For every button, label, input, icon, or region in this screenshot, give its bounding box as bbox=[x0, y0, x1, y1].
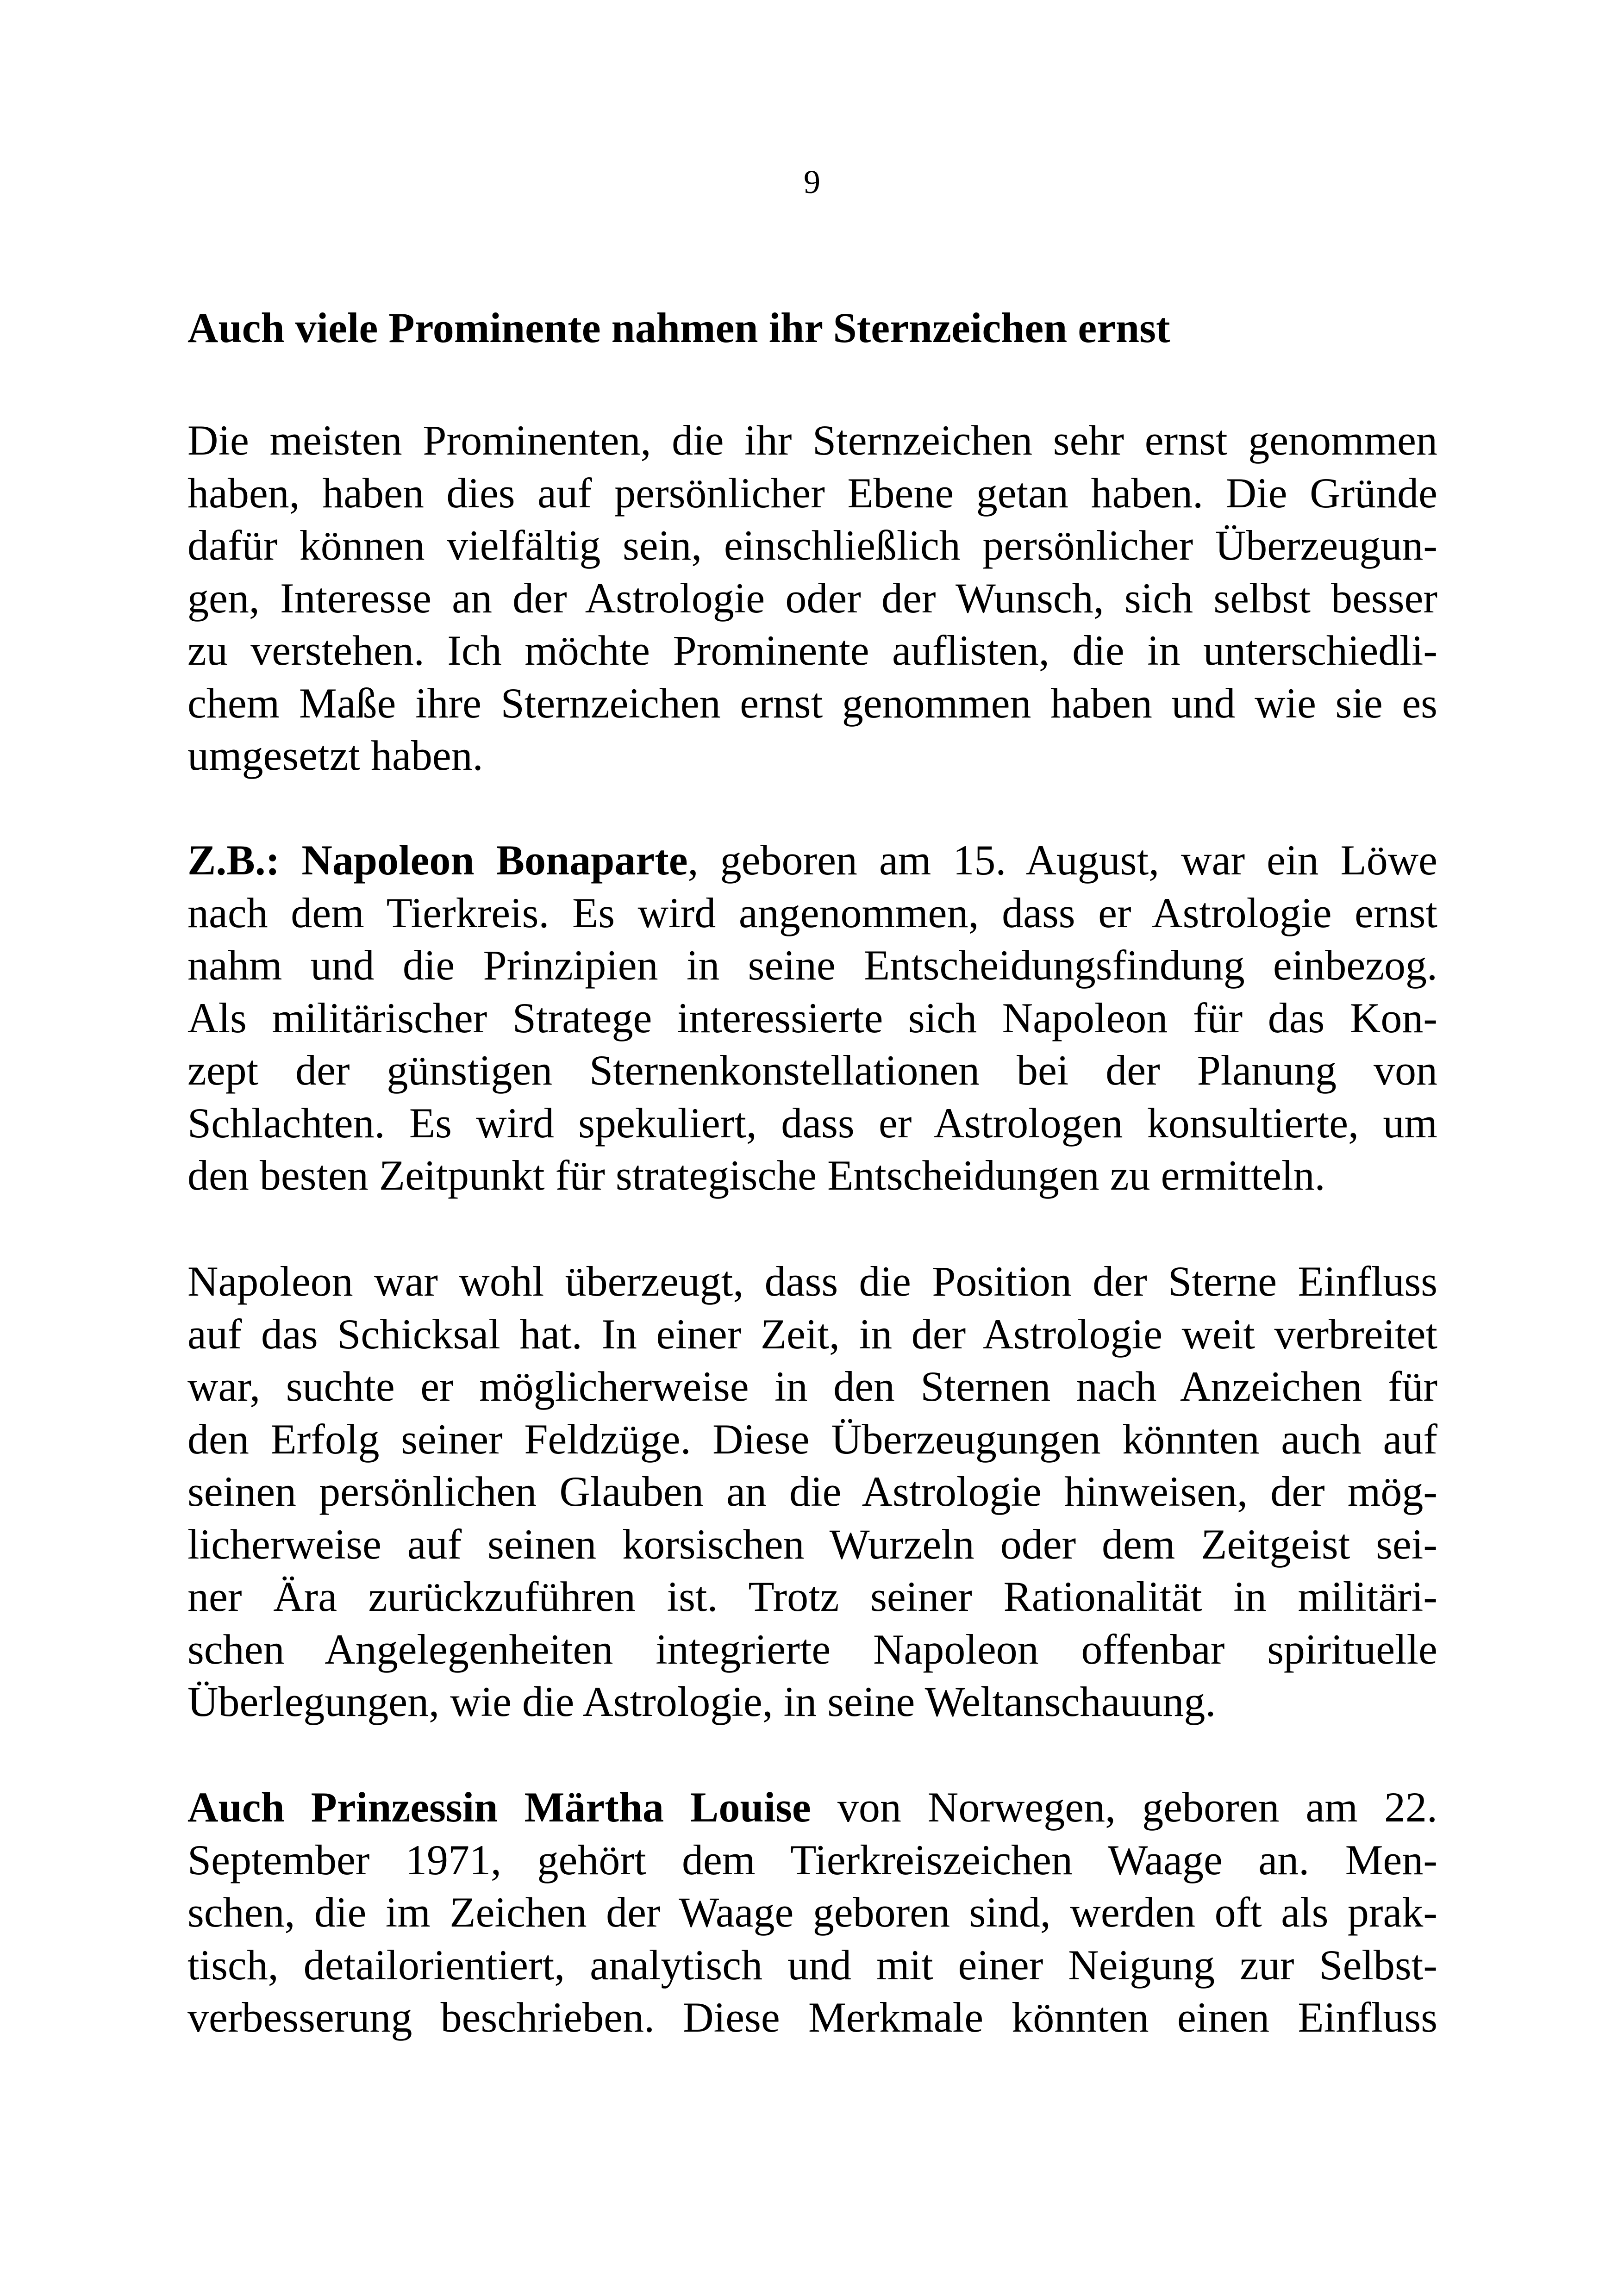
text-line: verbesserung beschrieben. Diese Merkmale könnten einen Einfluss bbox=[187, 1994, 1437, 2041]
text-line: licherweise auf seinen korsischen Wurzeln oder dem Zeitgeist sei- bbox=[187, 1520, 1437, 1568]
paragraph-intro bbox=[187, 414, 1437, 782]
text-line: den Erfolg seiner Feldzüge. Diese Überzeugungen könnten auch auf bbox=[187, 1415, 1437, 1463]
text-line: nahm und die Prinzipien in seine Entscheidungsfindung einbezog. bbox=[187, 942, 1437, 989]
page-number: 9 bbox=[804, 163, 820, 200]
section-heading: Auch viele Prominente nahmen ihr Sternzeichen ernst bbox=[187, 304, 1170, 351]
lead-rest: , geboren am 15. August, war ein Löwe bbox=[687, 836, 1438, 884]
text-line: nach dem Tierkreis. Es wird angenommen, dass er Astrologie ernst bbox=[187, 889, 1437, 936]
lead-rest: von Norwegen, geboren am 22. bbox=[811, 1784, 1437, 1831]
text-line: Als militärischer Stratege interessierte sich Napoleon für das Kon- bbox=[187, 994, 1437, 1041]
text-line: tisch, detailorientiert, analytisch und mit einer Neigung zur Selbst- bbox=[187, 1941, 1437, 1989]
paragraph-maertha-louise bbox=[187, 1781, 1437, 2044]
text-line: haben, haben dies auf persönlicher Ebene getan haben. Die Gründe bbox=[187, 469, 1437, 517]
text-line: umgesetzt haben. bbox=[187, 732, 483, 779]
text-line: war, suchte er möglicherweise in den Sternen nach Anzeichen für bbox=[187, 1363, 1437, 1410]
bold-name: Auch Prinzessin Märtha Louise bbox=[187, 1784, 811, 1831]
paragraph-napoleon bbox=[187, 834, 1437, 1202]
text-line: Schlachten. Es wird spekuliert, dass er Astrologen konsultierte, um bbox=[187, 1099, 1437, 1147]
text-line: Napoleon war wohl überzeugt, dass die Position der Sterne Einfluss bbox=[187, 1258, 1437, 1305]
text-line: seinen persönlichen Glauben an die Astrologie hinweisen, der mög- bbox=[187, 1468, 1437, 1515]
text-line: September 1971, gehört dem Tierkreiszeichen Waage an. Men- bbox=[187, 1836, 1437, 1883]
text-line: zept der günstigen Sternenkonstellationen bei der Planung von bbox=[187, 1047, 1437, 1094]
text-line-lead bbox=[187, 834, 1437, 887]
paragraph-napoleon-belief bbox=[187, 1255, 1437, 1728]
text-line: den besten Zeitpunkt für strategische Entscheidungen zu ermitteln. bbox=[187, 1152, 1325, 1199]
text-line-lead bbox=[187, 1781, 1437, 1834]
text-line: chem Maße ihre Sternzeichen ernst genommen haben und wie sie es bbox=[187, 679, 1437, 727]
text-line: auf das Schicksal hat. In einer Zeit, in der Astrologie weit verbreitet bbox=[187, 1310, 1437, 1358]
text-line: Überlegungen, wie die Astrologie, in seine Weltanschauung. bbox=[187, 1678, 1216, 1725]
text-line: schen Angelegenheiten integrierte Napoleon offenbar spirituelle bbox=[187, 1625, 1437, 1673]
text-line: gen, Interesse an der Astrologie oder der Wunsch, sich selbst besser bbox=[187, 574, 1437, 622]
text-line: Die meisten Prominenten, die ihr Sternzeichen sehr ernst genommen bbox=[187, 417, 1437, 464]
text-line: ner Ära zurückzuführen ist. Trotz seiner Rationalität in militäri- bbox=[187, 1573, 1437, 1620]
text-line: schen, die im Zeichen der Waage geboren sind, werden oft als prak- bbox=[187, 1889, 1437, 1936]
text-line: zu verstehen. Ich möchte Prominente auflisten, die in unterschiedli- bbox=[187, 627, 1437, 674]
text-line: dafür können vielfältig sein, einschließlich persönlicher Überzeugun- bbox=[187, 522, 1437, 569]
bold-name: Z.B.: Napoleon Bonaparte bbox=[187, 836, 688, 884]
